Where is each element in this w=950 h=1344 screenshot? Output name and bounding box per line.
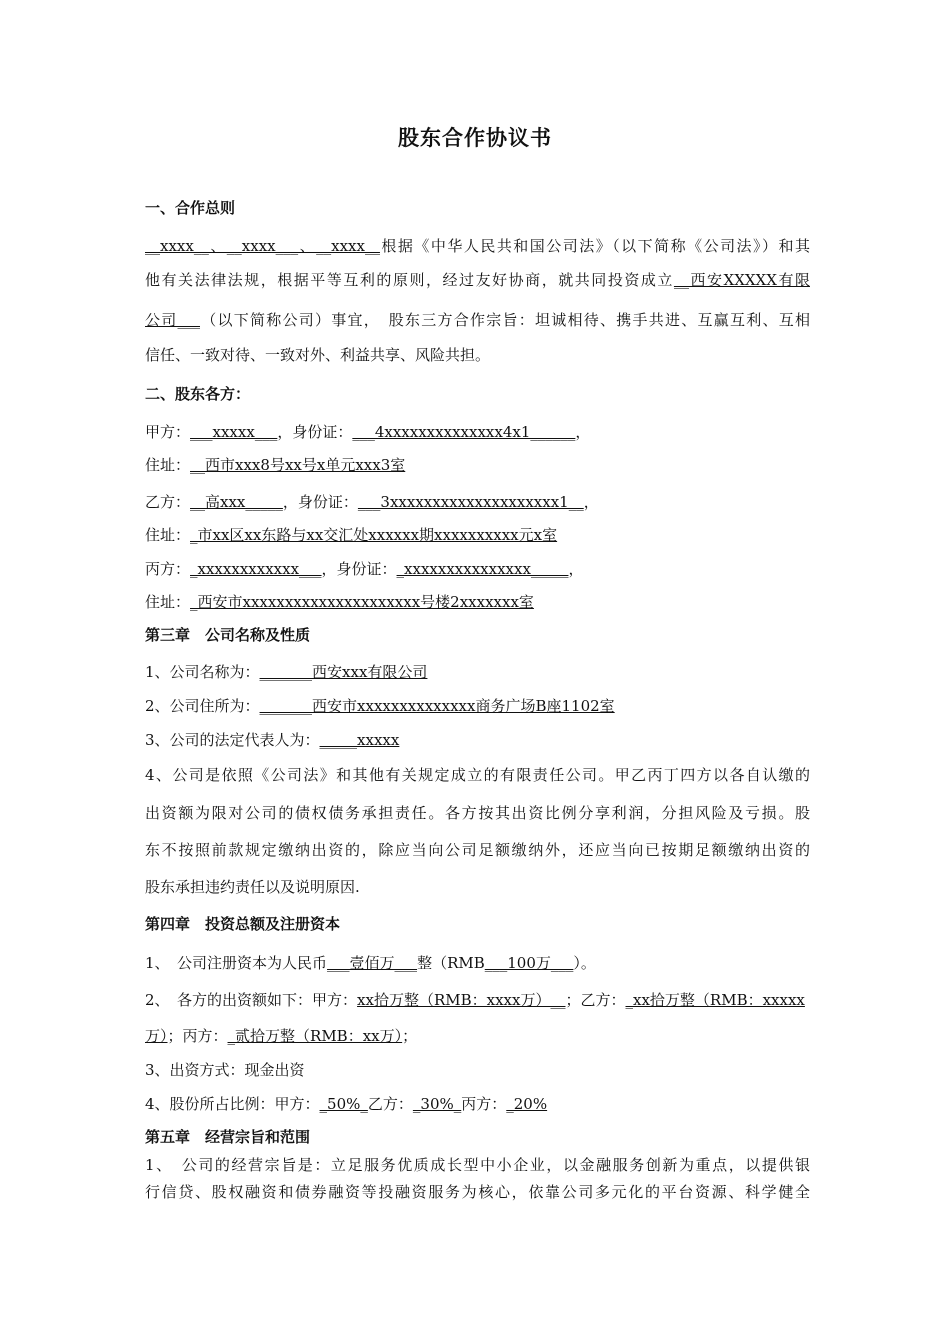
- party-yi-address: [145, 525, 810, 545]
- paragraph-line: 行信贷、股权融资和债券融资等投融资服务为核心，依靠公司多元化的平台资源、科学健全: [145, 1183, 810, 1201]
- party-name: __高xxx_____: [190, 493, 283, 511]
- text-run: 根据《中华人民共和国公司法》（以下简称《公司法》）和其: [379, 237, 810, 255]
- contribution-row: [145, 990, 810, 1010]
- paragraph-line: [145, 236, 810, 256]
- paragraph-line: 东不按照前款规定缴纳出资的，除应当向公司足额缴纳外，还应当向已按期足额缴纳出资的: [145, 841, 810, 859]
- ratio-jia: _50%_: [319, 1095, 368, 1113]
- paragraph-line: 出资额为限对公司的债权债务承担责任。各方按其出资比例分享利润，分担风险及亏损。股: [145, 804, 810, 822]
- party-label: 甲方：: [145, 423, 191, 441]
- party-label: 乙方：: [145, 493, 191, 511]
- item-label: 1、公司名称为：: [145, 663, 260, 681]
- comma: ，: [583, 493, 599, 511]
- id-label: ，身份证：: [277, 423, 353, 441]
- address-value: __西市xxx8号xx号x单元xxx3室: [190, 456, 406, 474]
- company-address-row: [145, 696, 810, 716]
- text-run: 2、 各方的出资额如下：甲方：: [145, 991, 358, 1009]
- text-run: ；乙方：: [565, 991, 626, 1009]
- legal-representative-row: [145, 730, 810, 750]
- party-bing-address: [145, 592, 810, 612]
- text-run: 4、股份所占比例：甲方：: [145, 1095, 320, 1113]
- text-run: 他有关法律法规，根据平等互利的原则，经过友好协商，就共同投资成立: [145, 271, 674, 289]
- section-heading-shareholders: 二、股东各方：: [145, 385, 251, 403]
- paragraph-line: [145, 270, 810, 290]
- chapter-5-heading: 第五章 经营宗旨和范围: [145, 1128, 311, 1146]
- paragraph-line: 4、公司是依照《公司法》和其他有关规定成立的有限责任公司。甲乙丙丁四方以各自认缴的: [145, 766, 810, 784]
- comma: ，: [568, 560, 584, 578]
- id-number: ___3xxxxxxxxxxxxxxxxxxxx1__: [357, 493, 584, 511]
- text-run: ；丙方：: [167, 1027, 228, 1045]
- id-label: ，身份证：: [282, 493, 358, 511]
- contribution-yi-end: 万）: [145, 1027, 168, 1045]
- item-value: _______西安市xxxxxxxxxxxxxx商务广场B座1102室: [259, 697, 615, 715]
- item-label: 2、公司住所为：: [145, 697, 260, 715]
- contribution-row-continued: [145, 1026, 810, 1046]
- item-label: 3、公司的法定代表人为：: [145, 731, 320, 749]
- chapter-4-heading: 第四章 投资总额及注册资本: [145, 915, 341, 933]
- party-name: ___xxxxx___: [190, 423, 278, 441]
- address-value: _市xx区xx东路与xx交汇处xxxxxx期xxxxxxxxxx元x室: [190, 526, 558, 544]
- party-bing-row: [145, 559, 810, 579]
- ratio-bing: _20%: [506, 1095, 548, 1113]
- chapter-3-heading: 第三章 公司名称及性质: [145, 626, 311, 644]
- company-name-fill: __西安XXXXX有限: [673, 271, 810, 289]
- paragraph-line: 信任、一致对待、一致对外、利益共享、风险共担。: [145, 346, 491, 364]
- company-name-row: [145, 662, 810, 682]
- contribution-yi: _xx拾万整（RMB：xxxxx: [625, 991, 805, 1009]
- contribution-method-row: 3、出资方式：现金出资: [145, 1061, 305, 1079]
- address-value: _西安市xxxxxxxxxxxxxxxxxxxxx号楼2xxxxxxx室: [190, 593, 534, 611]
- item-value: _____xxxxx: [319, 731, 400, 749]
- party-names: __xxxx__、__xxxx___、__xxxx__: [145, 237, 380, 255]
- text-run: 乙方：: [367, 1095, 413, 1113]
- id-label: ，身份证：: [321, 560, 397, 578]
- text-run: ）。: [573, 954, 596, 972]
- party-jia-address: [145, 455, 810, 475]
- party-yi-row: [145, 492, 810, 512]
- paragraph-line: [145, 310, 810, 330]
- capital-amount: ___壹佰万___: [327, 954, 418, 972]
- id-number: ___4xxxxxxxxxxxxxx4x1______: [352, 423, 576, 441]
- address-label: 住址：: [145, 593, 191, 611]
- id-number: _xxxxxxxxxxxxxxx_____: [396, 560, 569, 578]
- paragraph-line: 股东承担违约责任以及说明原因.: [145, 878, 360, 896]
- comma: ，: [575, 423, 591, 441]
- party-name: _xxxxxxxxxxxx___: [190, 560, 322, 578]
- capital-rmb: ___100万___: [484, 954, 574, 972]
- text-run: 丙方：: [461, 1095, 507, 1113]
- text-run: 整（RMB: [417, 954, 485, 972]
- item-value: _______西安xxx有限公司: [259, 663, 428, 681]
- text-run: ；: [402, 1027, 418, 1045]
- address-label: 住址：: [145, 526, 191, 544]
- company-name-fill: 公司___: [145, 311, 200, 329]
- ratio-yi: _30%_: [412, 1095, 462, 1113]
- section-heading-general: 一、合作总则: [145, 199, 236, 217]
- contribution-jia: xx拾万整（RMB：xxxx万）__: [357, 991, 566, 1009]
- text-run: （以下简称公司）事宜， 股东三方合作宗旨：坦诚相待、携手共进、互赢互利、互相: [200, 311, 810, 329]
- party-jia-row: [145, 422, 810, 442]
- address-label: 住址：: [145, 456, 191, 474]
- share-ratio-row: [145, 1094, 810, 1114]
- party-label: 丙方：: [145, 560, 191, 578]
- text-run: 1、 公司注册资本为人民币: [145, 954, 328, 972]
- contribution-bing: _贰拾万整（RMB：xx万）: [227, 1027, 403, 1045]
- paragraph-line: 1、 公司的经营宗旨是：立足服务优质成长型中小企业，以金融服务创新为重点，以提供银: [145, 1156, 810, 1174]
- registered-capital-row: [145, 953, 810, 973]
- document-title: 股东合作协议书: [398, 125, 552, 150]
